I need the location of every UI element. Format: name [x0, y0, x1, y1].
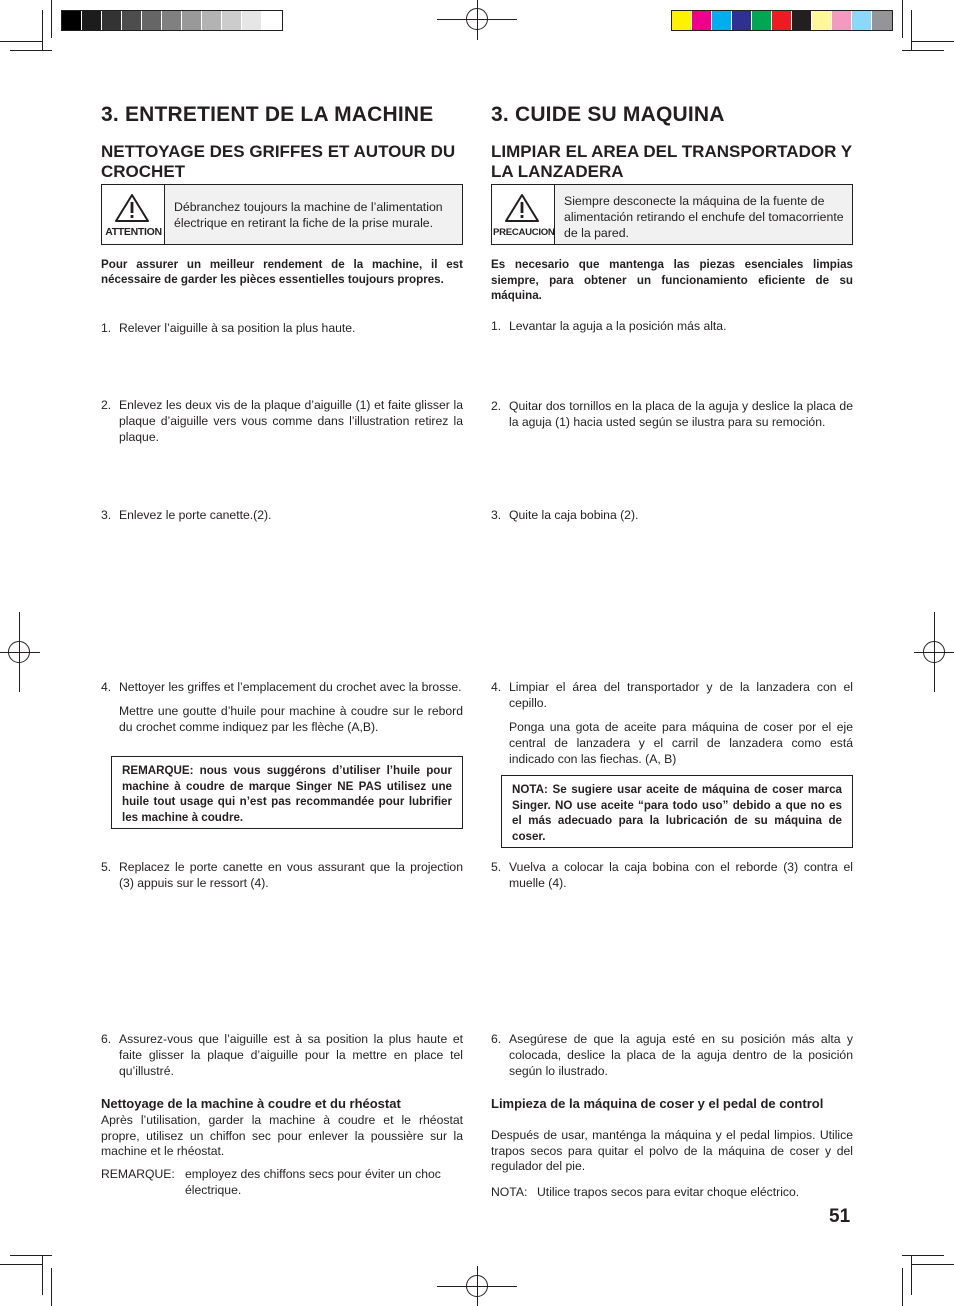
- fr-final-remark-text: employez des chiffons secs pour éviter un choc électrique.: [185, 1167, 441, 1197]
- es-cleaning-text: Después de usar, manténga la máquina y el pedal limpios. Utilice trapos secos para quitar el polvo de la máquina de coser y del regulador del pie.: [491, 1128, 853, 1173]
- fr-step-1: [101, 320, 463, 336]
- color-swatch: [832, 11, 852, 30]
- fr-step-3-text: Enlevez le porte canette.(2).: [119, 508, 272, 522]
- grayscale-swatch: [202, 11, 222, 30]
- fr-step-5-text: Replacez le porte canette en vous assurant que la projection (3) appuis sur le ressort (4).: [119, 860, 463, 890]
- fr-section-subtitle: NETTOYAGE DES GRIFFES ET AUTOUR DU CROCHET: [101, 142, 456, 181]
- es-step-3-number: 3.: [491, 508, 502, 522]
- fr-remark-box: REMARQUE: nous vous suggérons d’utiliser l’huile pour machine à coudre de marque Singer NE PAS utilisez une huile tout usage qui n’est pas recommandée pour lubrifier les machine à coudre.: [111, 756, 463, 829]
- color-swatch: [752, 11, 772, 30]
- fr-warning-text: Débranchez toujours la machine de l’alimentation électrique en retirant la fiche de la prise murale.: [174, 200, 443, 230]
- grayscale-swatch: [162, 11, 182, 30]
- grayscale-swatch: [222, 11, 242, 30]
- grayscale-swatch: [182, 11, 202, 30]
- fr-final-remark-label: REMARQUE:: [101, 1167, 175, 1181]
- color-swatch: [812, 11, 832, 30]
- color-swatch: [872, 11, 892, 30]
- es-final-remark-text: Utilice trapos secos para evitar choque eléctrico.: [537, 1185, 800, 1199]
- es-step-6: [491, 1031, 853, 1079]
- fr-cleaning-text: Après l’utilisation, garder la machine à coudre et le rhéostat propre, utilisez un chiffon sec pour enlever la poussière sur la machine et le rhéostat.: [101, 1113, 463, 1158]
- fr-cleaning-heading: Nettoyage de la machine à coudre et du rhéostat: [101, 1096, 401, 1111]
- es-step-2: [491, 398, 853, 430]
- grayscale-swatch: [142, 11, 162, 30]
- fr-step-6: [101, 1031, 463, 1079]
- fr-step-1-text: Relever l’aiguille à sa position la plus haute.: [119, 321, 356, 335]
- es-step-5-text: Vuelva a colocar la caja bobina con el reborde (3) contra el muelle (4).: [509, 860, 853, 890]
- grayscale-swatch: [62, 11, 82, 30]
- es-cleaning-heading: Limpieza de la máquina de coser y el pedal de control: [491, 1096, 824, 1111]
- warning-triangle-icon: [504, 193, 540, 223]
- fr-step-2-text: Enlevez les deux vis de la plaque d’aiguille (1) et faite glisser la plaque d’aiguille vers vous comme dans l’illustration retirez la plaque.: [119, 398, 463, 444]
- color-swatch: [692, 11, 712, 30]
- grayscale-swatch: [122, 11, 142, 30]
- fr-step-6-number: 6.: [101, 1032, 112, 1046]
- grayscale-swatch: [82, 11, 102, 30]
- es-intro: Es necesario que mantenga las piezas esenciales limpias siempre, para obtener un funcionamiento eficiente de su máquina.: [491, 258, 853, 302]
- es-step-3-text: Quite la caja bobina (2).: [509, 508, 639, 522]
- fr-step-4: [101, 679, 463, 735]
- fr-step-3: [101, 507, 463, 523]
- grayscale-swatch: [242, 11, 262, 30]
- fr-step-4-extra: Mettre une goutte d’huile pour machine à coudre sur le rebord du crochet comme indiquez par les flèche (A,B).: [119, 704, 463, 734]
- es-step-6-number: 6.: [491, 1032, 502, 1046]
- es-step-5-number: 5.: [491, 860, 502, 874]
- fr-warning-label: ATTENTION: [105, 226, 162, 238]
- color-bar: [671, 10, 893, 31]
- es-warning-box: [491, 184, 853, 245]
- es-step-2-number: 2.: [491, 399, 502, 413]
- warning-triangle-icon: [114, 193, 150, 223]
- fr-step-4-number: 4.: [101, 680, 112, 694]
- color-swatch: [712, 11, 732, 30]
- color-swatch: [672, 11, 692, 30]
- es-step-1: [491, 318, 853, 334]
- es-section-subtitle: LIMPIAR EL AREA DEL TRANSPORTADOR Y LA LANZADERA: [491, 142, 852, 181]
- fr-step-5-number: 5.: [101, 860, 112, 874]
- es-step-1-number: 1.: [491, 319, 502, 333]
- es-warning-icon-cell: [492, 185, 555, 244]
- es-step-5: [491, 859, 853, 891]
- fr-intro: Pour assurer un meilleur rendement de la machine, il est nécessaire de garder les pièces essentielles toujours propres.: [101, 258, 463, 286]
- color-swatch: [732, 11, 752, 30]
- fr-warning-box: [101, 184, 463, 245]
- fr-step-2: [101, 397, 463, 445]
- fr-step-1-number: 1.: [101, 321, 112, 335]
- color-swatch: [852, 11, 872, 30]
- es-page-title: 3. CUIDE SU MAQUINA: [491, 103, 725, 126]
- page-number: 51: [829, 1206, 851, 1227]
- es-warning-label: PRECAUCION: [493, 227, 555, 238]
- fr-step-5: [101, 859, 463, 891]
- es-step-4: [491, 679, 853, 767]
- es-step-6-text: Asegúrese de que la aguja esté en su posición más alta y colocada, deslice la placa de la aguja dentro de la posición según lo ilustrado.: [509, 1032, 853, 1078]
- es-step-3: [491, 507, 853, 523]
- fr-step-3-number: 3.: [101, 508, 112, 522]
- es-note-box: NOTA: Se sugiere usar aceite de máquina de coser marca Singer. NO use aceite “para todo uso” debido a que no es el más adecuado para la lubricación de su máquina de coser.: [501, 775, 853, 848]
- es-warning-text: Siempre desconecte la máquina de la fuente de alimentación retirando el enchufe del tomacorriente de la pared.: [564, 194, 844, 240]
- color-swatch: [772, 11, 792, 30]
- es-step-4-number: 4.: [491, 680, 502, 694]
- fr-warning-icon-cell: [102, 185, 165, 244]
- grayscale-bar: [61, 10, 283, 31]
- fr-page-title: 3. ENTRETIENT DE LA MACHINE: [101, 103, 434, 126]
- es-final-remark-label: NOTA:: [491, 1185, 528, 1199]
- fr-step-4-text: Nettoyer les griffes et l’emplacement du crochet avec la brosse.: [119, 680, 462, 694]
- grayscale-swatch: [262, 11, 282, 30]
- fr-step-6-text: Assurez-vous que l’aiguille est à sa position la plus haute et faite glisser la plaque d’aiguille pour la mettre en place tel qu’illustré.: [119, 1032, 463, 1078]
- es-step-4-text: Limpiar el área del transportador y de la lanzadera con el cepillo.: [509, 680, 853, 710]
- es-step-2-text: Quitar dos tornillos en la placa de la aguja y deslice la placa de la aguja (1) hacia usted según se ilustra para su remoción.: [509, 399, 853, 429]
- grayscale-swatch: [102, 11, 122, 30]
- es-step-1-text: Levantar la aguja a la posición más alta.: [509, 319, 727, 333]
- es-step-4-extra: Ponga una gota de aceite para máquina de coser por el eje central de lanzadera y el carril de lanzadera como está indicado con las fiechas. (A, B): [509, 720, 853, 766]
- color-swatch: [792, 11, 812, 30]
- fr-step-2-number: 2.: [101, 398, 112, 412]
